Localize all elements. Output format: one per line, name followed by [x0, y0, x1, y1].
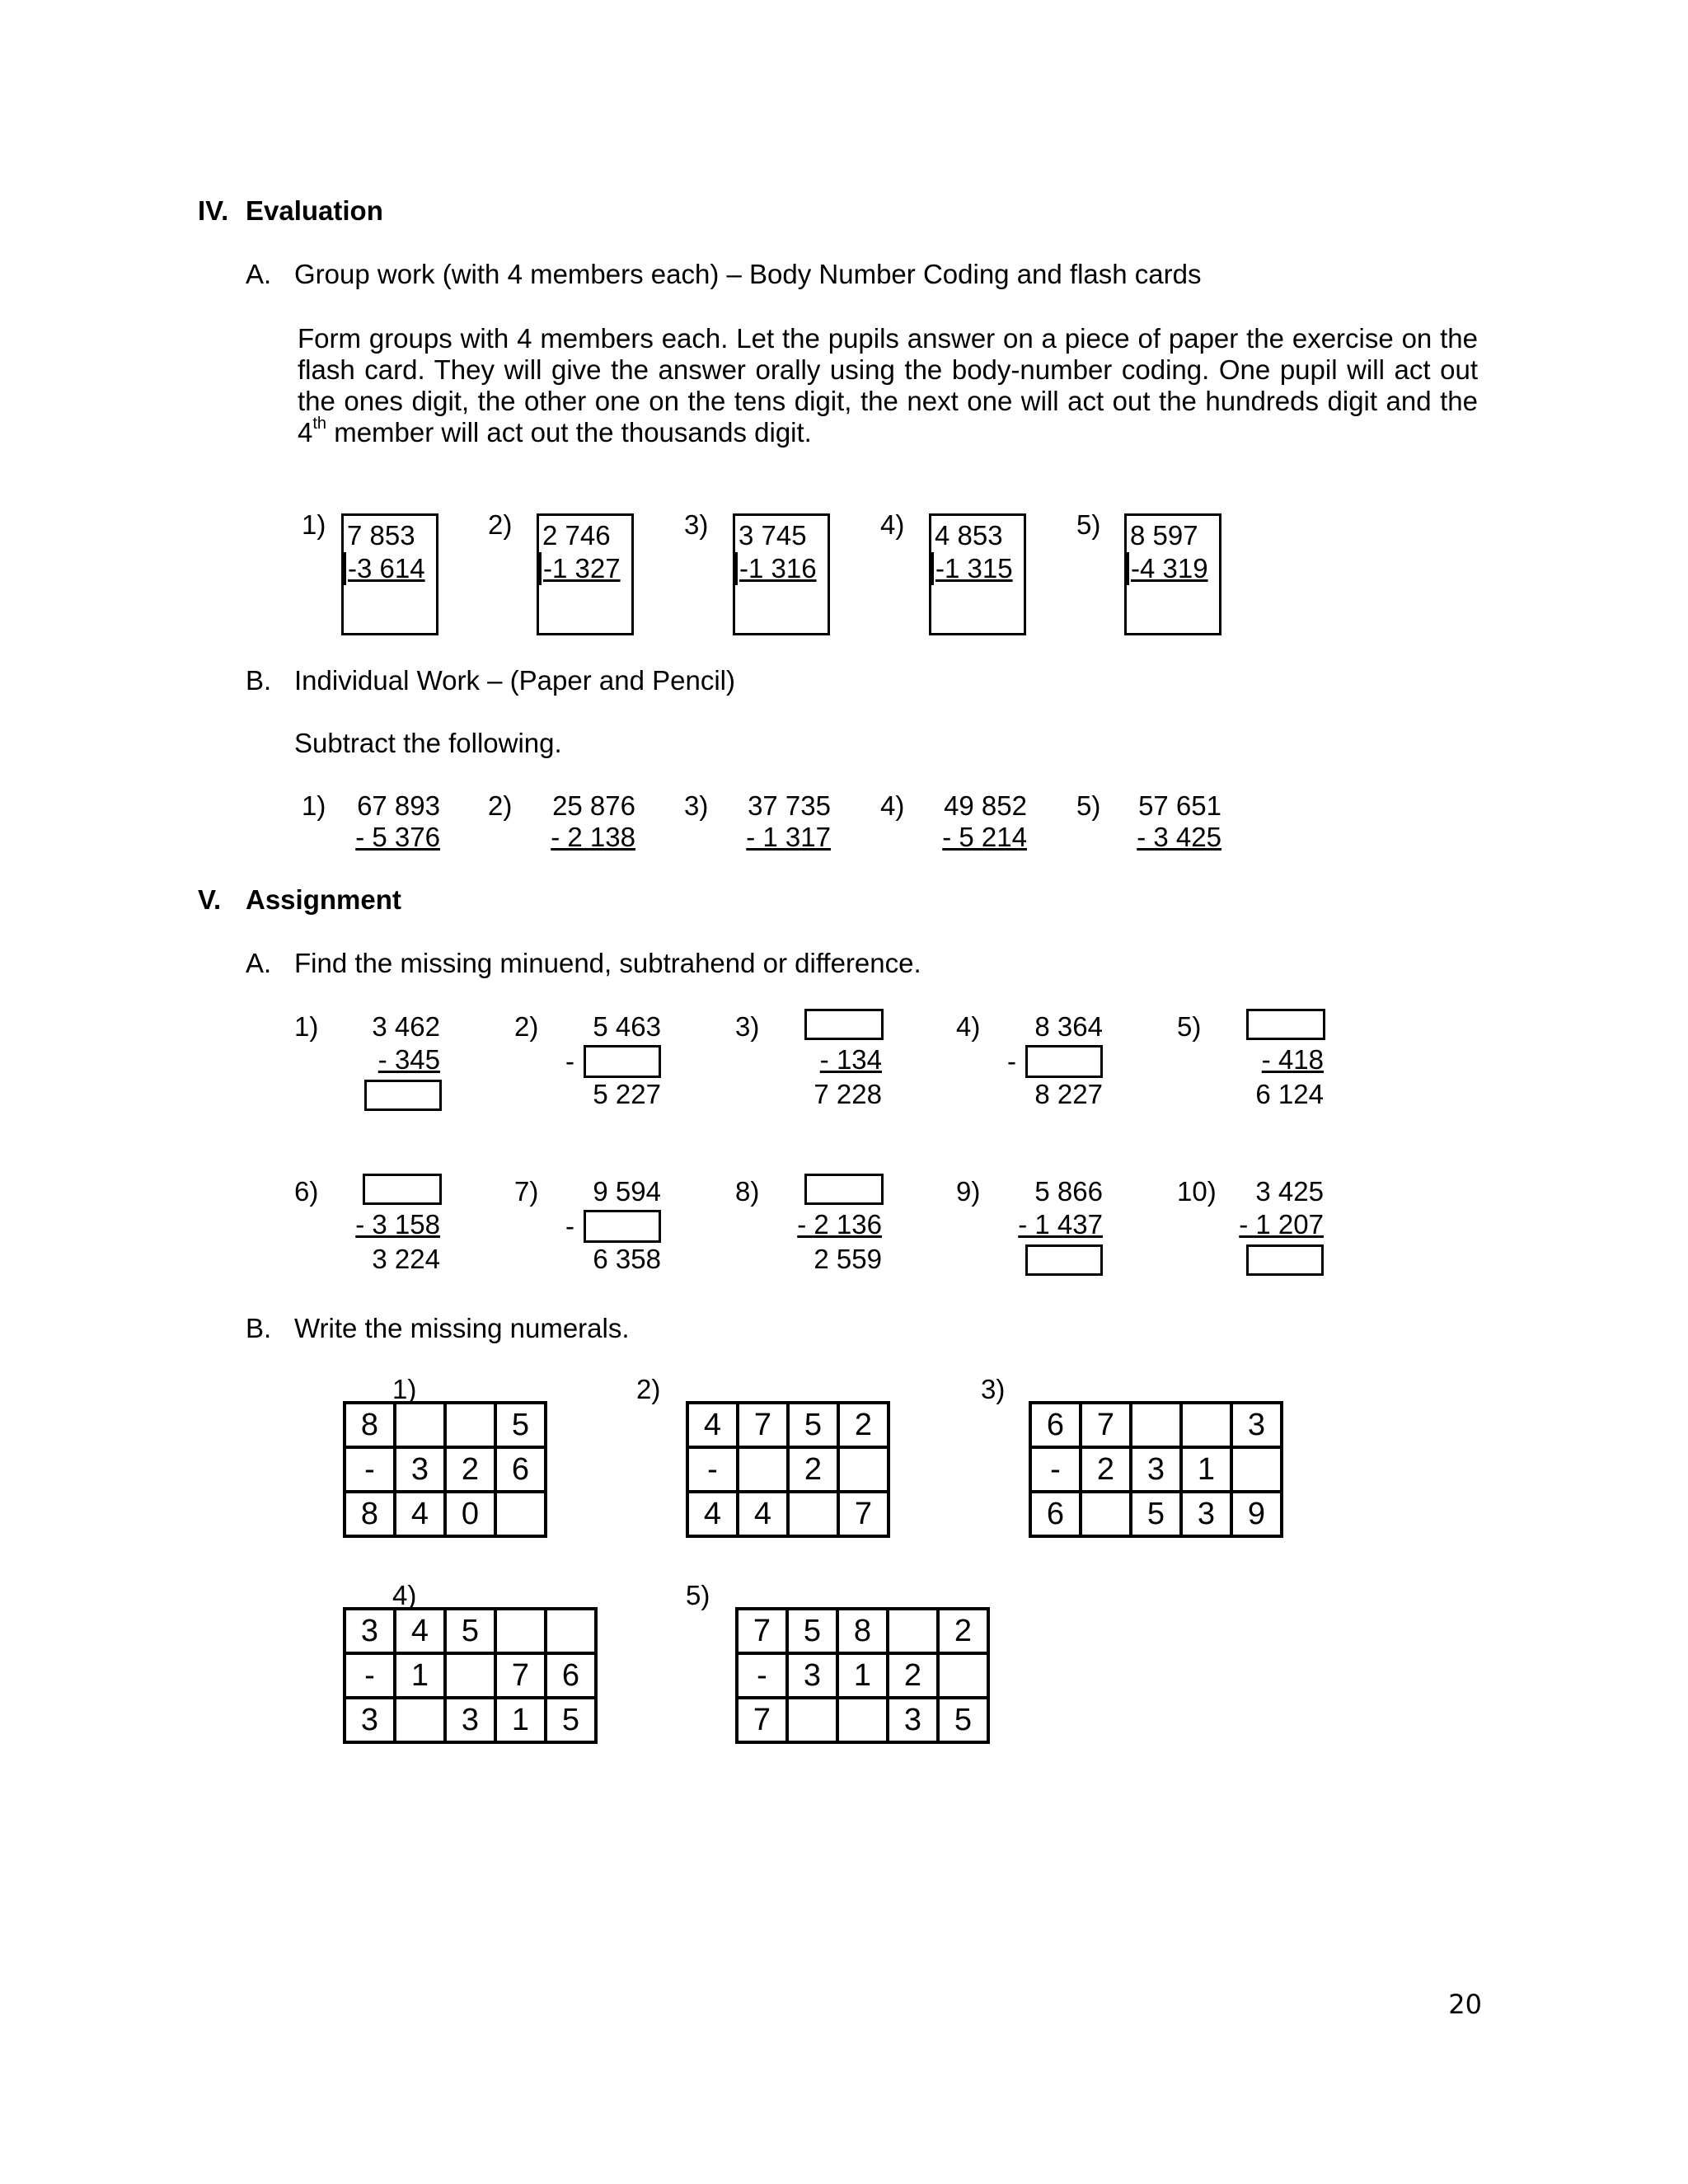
- missing-numeral-grid: [686, 1401, 890, 1538]
- card-subtrahend: -4 319: [1127, 552, 1208, 585]
- card-label: 5): [1076, 509, 1101, 540]
- item-label: 2): [514, 1011, 539, 1042]
- flash-card: [1124, 513, 1221, 635]
- grid-cell: 4: [395, 1609, 445, 1653]
- grid-cell: 7: [737, 1609, 787, 1653]
- flash-card: [341, 513, 438, 635]
- eval-b-instruction: Subtract the following.: [294, 728, 562, 758]
- item-minus-sign: -: [565, 1046, 574, 1076]
- item-label: 1): [294, 1011, 319, 1042]
- item-subtrahend: - 134: [819, 1044, 882, 1075]
- grid-cell: 2: [1081, 1447, 1131, 1492]
- eval-b-letter: B.: [246, 665, 272, 696]
- item-difference: 6 124: [1255, 1079, 1324, 1109]
- grid-cell: 3: [1181, 1492, 1231, 1536]
- grid-cell: 5: [938, 1698, 988, 1742]
- item-minuend: 8 364: [1034, 1011, 1103, 1042]
- grid-cell: 2: [788, 1447, 838, 1492]
- card-subtrahend: -1 316: [735, 552, 817, 585]
- para-superscript: th: [312, 415, 327, 433]
- problem-label: 2): [488, 790, 513, 821]
- grid-label: 3): [981, 1374, 1006, 1404]
- answer-box-difference[interactable]: [1025, 1244, 1103, 1276]
- section-v-number: V.: [198, 884, 222, 915]
- grid-cell-blank[interactable]: [495, 1609, 546, 1653]
- item-difference: 7 228: [814, 1079, 882, 1109]
- assign-b-letter: B.: [246, 1313, 272, 1343]
- grid-cell: 1: [495, 1698, 546, 1742]
- grid-cell: 3: [1131, 1447, 1181, 1492]
- item-minuend: 9 594: [593, 1176, 661, 1207]
- grid-cell-blank[interactable]: [788, 1492, 838, 1536]
- flash-card: [929, 513, 1026, 635]
- problem-minuend: 57 651: [1138, 790, 1221, 821]
- item-difference: 5 227: [593, 1079, 661, 1109]
- grid-cell: 4: [395, 1492, 445, 1536]
- grid-cell: 1: [395, 1653, 445, 1698]
- problem-minuend: 67 893: [357, 790, 440, 821]
- problem-subtrahend: - 2 138: [551, 822, 635, 852]
- problem-subtrahend: - 1 317: [746, 822, 831, 852]
- flash-card: [537, 513, 634, 635]
- item-minus-sign: -: [565, 1211, 574, 1241]
- section-v-title: Assignment: [246, 884, 401, 915]
- missing-numeral-grid: [1029, 1401, 1283, 1538]
- grid-cell: 3: [395, 1447, 445, 1492]
- grid-cell: 2: [838, 1403, 889, 1447]
- grid-cell: 6: [495, 1447, 546, 1492]
- grid-cell: 3: [888, 1698, 938, 1742]
- item-subtrahend: - 2 136: [797, 1209, 882, 1240]
- grid-cell: 0: [445, 1492, 495, 1536]
- item-subtrahend: - 345: [377, 1044, 440, 1075]
- grid-cell-blank[interactable]: [395, 1698, 445, 1742]
- grid-cell: 2: [445, 1447, 495, 1492]
- grid-cell-blank[interactable]: [787, 1698, 837, 1742]
- grid-cell: 4: [738, 1492, 788, 1536]
- assign-b-title: Write the missing numerals.: [294, 1313, 630, 1343]
- grid-cell-blank[interactable]: [938, 1653, 988, 1698]
- problem-label: 1): [302, 790, 326, 821]
- card-minuend: 4 853: [935, 520, 1003, 551]
- item-minuend: 3 425: [1255, 1176, 1324, 1207]
- eval-a-title: Group work (with 4 members each) – Body Number Coding and flash cards: [294, 259, 1202, 289]
- item-label: 10): [1177, 1176, 1217, 1207]
- problem-minuend: 37 735: [748, 790, 831, 821]
- answer-box-minuend[interactable]: [1246, 1009, 1325, 1040]
- grid-cell: 5: [788, 1403, 838, 1447]
- grid-cell: 5: [1131, 1492, 1181, 1536]
- item-subtrahend: - 3 158: [355, 1209, 440, 1240]
- eval-a-letter: A.: [246, 259, 272, 289]
- item-label: 6): [294, 1176, 319, 1207]
- grid-label: 1): [392, 1374, 417, 1404]
- grid-cell-blank[interactable]: [837, 1698, 888, 1742]
- problem-label: 5): [1076, 790, 1101, 821]
- problem-label: 3): [684, 790, 709, 821]
- grid-cell: -: [737, 1653, 787, 1698]
- grid-label: 5): [686, 1580, 710, 1610]
- item-label: 8): [735, 1176, 760, 1207]
- answer-box-minuend[interactable]: [804, 1174, 884, 1205]
- grid-cell: -: [687, 1447, 738, 1492]
- item-minuend: 5 866: [1034, 1176, 1103, 1207]
- problem-label: 4): [880, 790, 905, 821]
- item-minuend: 3 462: [372, 1011, 440, 1042]
- section-iv-title: Evaluation: [246, 195, 383, 226]
- grid-cell: 2: [888, 1653, 938, 1698]
- card-label: 3): [684, 509, 709, 540]
- grid-cell: 4: [687, 1492, 738, 1536]
- item-difference: 3 224: [372, 1244, 440, 1274]
- grid-cell: 5: [445, 1609, 495, 1653]
- card-label: 2): [488, 509, 513, 540]
- problem-subtrahend: - 3 425: [1137, 822, 1221, 852]
- assign-a-letter: A.: [246, 948, 272, 978]
- grid-cell: 7: [1081, 1403, 1131, 1447]
- grid-cell: 3: [1231, 1403, 1282, 1447]
- grid-label: 4): [392, 1580, 417, 1610]
- item-label: 5): [1177, 1011, 1202, 1042]
- item-label: 9): [956, 1176, 981, 1207]
- grid-cell: 8: [345, 1403, 395, 1447]
- grid-cell: 9: [1231, 1492, 1282, 1536]
- item-label: 7): [514, 1176, 539, 1207]
- grid-cell: 1: [837, 1653, 888, 1698]
- item-subtrahend: - 1 207: [1239, 1209, 1324, 1240]
- card-subtrahend: -1 315: [931, 552, 1013, 585]
- grid-cell: 1: [1181, 1447, 1231, 1492]
- eval-b-title: Individual Work – (Paper and Pencil): [294, 665, 735, 696]
- flash-card: [733, 513, 830, 635]
- grid-cell: 3: [787, 1653, 837, 1698]
- card-minuend: 3 745: [738, 520, 807, 551]
- grid-cell: 8: [837, 1609, 888, 1653]
- para-text: Form groups with 4 members each. Let the pupils answer on a piece of paper the exercise on the flash card. They will give the answer orally using the body-number coding. One pupil will act out the ones digit, the other one on the tens digit, the next one will act out the hundreds digit and the 4: [298, 323, 1478, 448]
- eval-a-instructions: [298, 323, 1478, 448]
- grid-cell: 6: [1030, 1403, 1081, 1447]
- section-iv-number: IV.: [198, 195, 229, 226]
- item-subtrahend: - 418: [1261, 1044, 1324, 1075]
- grid-cell-blank[interactable]: [395, 1403, 445, 1447]
- answer-box-difference[interactable]: [364, 1080, 442, 1111]
- grid-cell: 3: [445, 1698, 495, 1742]
- grid-cell: -: [345, 1447, 395, 1492]
- problem-minuend: 49 852: [944, 790, 1027, 821]
- grid-cell: 5: [546, 1698, 596, 1742]
- grid-cell-blank[interactable]: [1231, 1447, 1282, 1492]
- assign-a-title: Find the missing minuend, subtrahend or difference.: [294, 948, 921, 978]
- answer-box-difference[interactable]: [1246, 1244, 1324, 1276]
- card-subtrahend: -1 327: [539, 552, 621, 585]
- answer-box-minuend[interactable]: [363, 1174, 442, 1205]
- grid-cell: 6: [1030, 1492, 1081, 1536]
- missing-numeral-grid: [343, 1607, 598, 1744]
- grid-cell-blank[interactable]: [445, 1653, 495, 1698]
- missing-numeral-grid: [735, 1607, 990, 1744]
- grid-cell: 4: [687, 1403, 738, 1447]
- grid-cell-blank[interactable]: [546, 1609, 596, 1653]
- answer-box-subtrahend[interactable]: [584, 1045, 661, 1078]
- card-subtrahend: -3 614: [344, 552, 425, 585]
- item-label: 4): [956, 1011, 981, 1042]
- card-minuend: 2 746: [542, 520, 611, 551]
- grid-cell: 7: [495, 1653, 546, 1698]
- grid-cell: 5: [495, 1403, 546, 1447]
- card-label: 4): [880, 509, 905, 540]
- answer-box-subtrahend[interactable]: [1025, 1045, 1103, 1078]
- grid-cell-blank[interactable]: [1181, 1403, 1231, 1447]
- grid-cell-blank[interactable]: [1131, 1403, 1181, 1447]
- problem-subtrahend: - 5 214: [942, 822, 1027, 852]
- grid-cell-blank[interactable]: [738, 1447, 788, 1492]
- grid-cell: 8: [345, 1492, 395, 1536]
- grid-cell: 6: [546, 1653, 596, 1698]
- grid-cell-blank[interactable]: [838, 1447, 889, 1492]
- grid-cell: -: [345, 1653, 395, 1698]
- grid-cell-blank[interactable]: [1081, 1492, 1131, 1536]
- grid-cell: 7: [737, 1698, 787, 1742]
- para-text-end: member will act out the thousands digit.: [326, 417, 812, 448]
- item-difference: 6 358: [593, 1244, 661, 1274]
- grid-cell: 5: [787, 1609, 837, 1653]
- grid-cell: 7: [838, 1492, 889, 1536]
- grid-cell: -: [1030, 1447, 1081, 1492]
- grid-cell-blank[interactable]: [445, 1403, 495, 1447]
- item-minuend: 5 463: [593, 1011, 661, 1042]
- grid-cell: 3: [345, 1698, 395, 1742]
- grid-label: 2): [636, 1374, 661, 1404]
- card-label: 1): [302, 509, 326, 540]
- answer-box-subtrahend[interactable]: [584, 1210, 661, 1243]
- missing-numeral-grid: [343, 1401, 547, 1538]
- item-difference: 8 227: [1034, 1079, 1103, 1109]
- page-number: 20: [1448, 1989, 1482, 2020]
- item-label: 3): [735, 1011, 760, 1042]
- card-minuend: 8 597: [1130, 520, 1198, 551]
- grid-cell: 7: [738, 1403, 788, 1447]
- item-difference: 2 559: [814, 1244, 882, 1274]
- grid-cell: 2: [938, 1609, 988, 1653]
- grid-cell: 3: [345, 1609, 395, 1653]
- grid-cell-blank[interactable]: [495, 1492, 546, 1536]
- problem-subtrahend: - 5 376: [355, 822, 440, 852]
- card-minuend: 7 853: [347, 520, 415, 551]
- problem-minuend: 25 876: [552, 790, 635, 821]
- item-subtrahend: - 1 437: [1018, 1209, 1103, 1240]
- item-minus-sign: -: [1007, 1046, 1016, 1076]
- grid-cell-blank[interactable]: [888, 1609, 938, 1653]
- answer-box-minuend[interactable]: [804, 1009, 884, 1040]
